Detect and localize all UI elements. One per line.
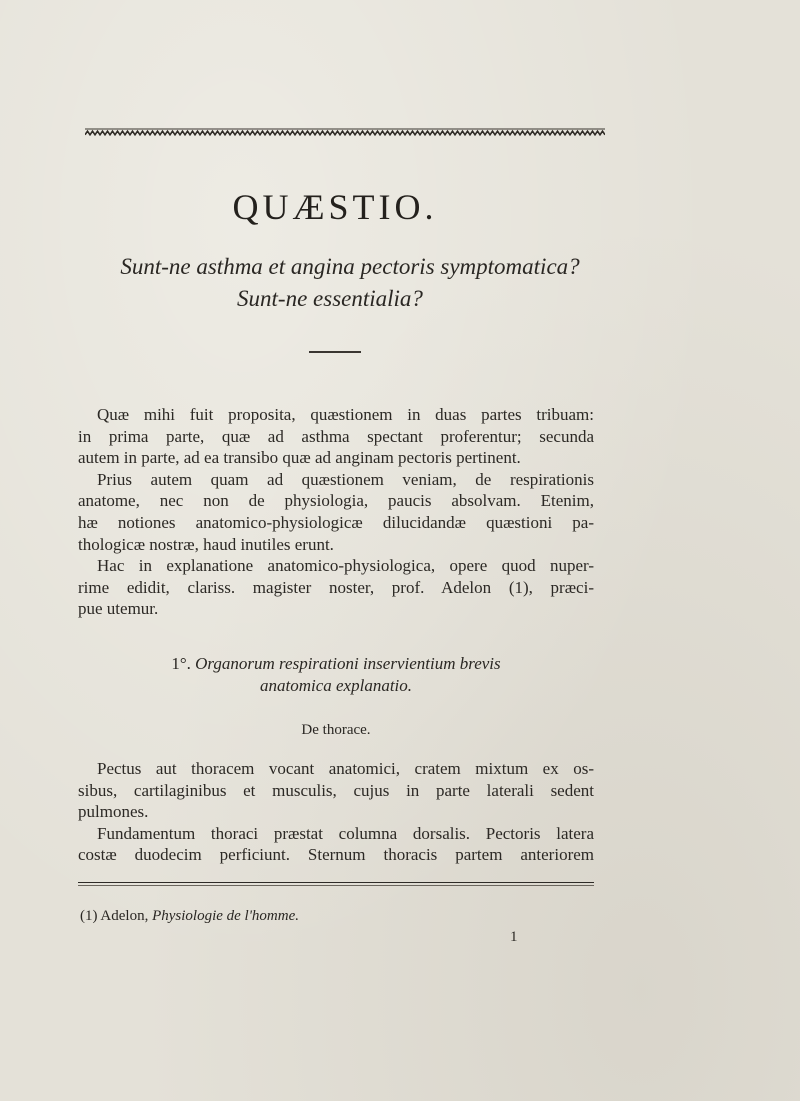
text-line: thologicæ nostræ, haud inutiles erunt.	[78, 534, 334, 554]
text-line: anatome, nec non de physiologia, paucis absolvam. Etenim,	[78, 491, 594, 511]
footnote-marker: (1) Adelon,	[80, 908, 149, 924]
text-line: autem in parte, ad ea transibo quæ ad anginam pectoris pertinent.	[78, 448, 521, 468]
text-line: Pectus aut thoracem vocant anatomici, cratem mixtum ex os-	[97, 759, 594, 778]
subsection-heading: De thorace.	[301, 722, 371, 738]
question-line-2: Sunt-ne essentialia?	[237, 286, 423, 311]
thorax-paragraphs	[78, 758, 594, 866]
footnote-work: Physiologie de l'homme.	[152, 908, 300, 924]
text-line: Fundamentum thoraci præstat columna dorsalis. Pectoris latera	[97, 823, 594, 843]
signature-mark: 1	[510, 929, 518, 945]
section-number: 1°.	[171, 654, 191, 673]
footnote-rule-secondary	[78, 885, 594, 886]
text-line: Prius autem quam ad quæstionem veniam, de respirationis	[97, 469, 594, 489]
text-line: in prima parte, quæ ad asthma spectant proferentur; secunda	[78, 426, 594, 446]
question-line-1: Sunt-ne asthma et angina pectoris symptomatica?	[120, 254, 580, 279]
text-line: pulmones.	[78, 802, 149, 822]
page-title: QUÆSTIO.	[232, 187, 438, 227]
text-line: hæ notiones anatomico-physiologicæ dilucidandæ quæstioni pa-	[78, 512, 594, 532]
footnote-rule	[78, 882, 594, 883]
text-line: sibus, cartilaginibus et musculis, cujus in parte laterali sedent	[78, 780, 594, 800]
separator-rule	[309, 351, 361, 353]
text-line: pue utemur.	[78, 599, 159, 619]
text-line: Hac in explanatione anatomico-physiologica, opere quod nuper-	[97, 556, 594, 576]
section-title-2: anatomica explanatio.	[259, 676, 413, 695]
text-line: costæ duodecim perficiunt. Sternum thoracis partem anteriorem	[78, 845, 594, 865]
footnote	[80, 908, 299, 925]
introduction-paragraphs	[78, 404, 594, 620]
text-line: Quæ mihi fuit proposita, quæstionem in duas partes tribuam:	[97, 405, 594, 424]
header-ornamental-rule	[85, 126, 605, 136]
text-line: rime edidit, clariss. magister noster, prof. Adelon (1), præci-	[78, 577, 594, 597]
section-title-1: Organorum respirationi inservientium brevis	[195, 654, 501, 673]
section-heading-line-2	[78, 676, 594, 696]
section-heading-line-1	[78, 654, 594, 674]
